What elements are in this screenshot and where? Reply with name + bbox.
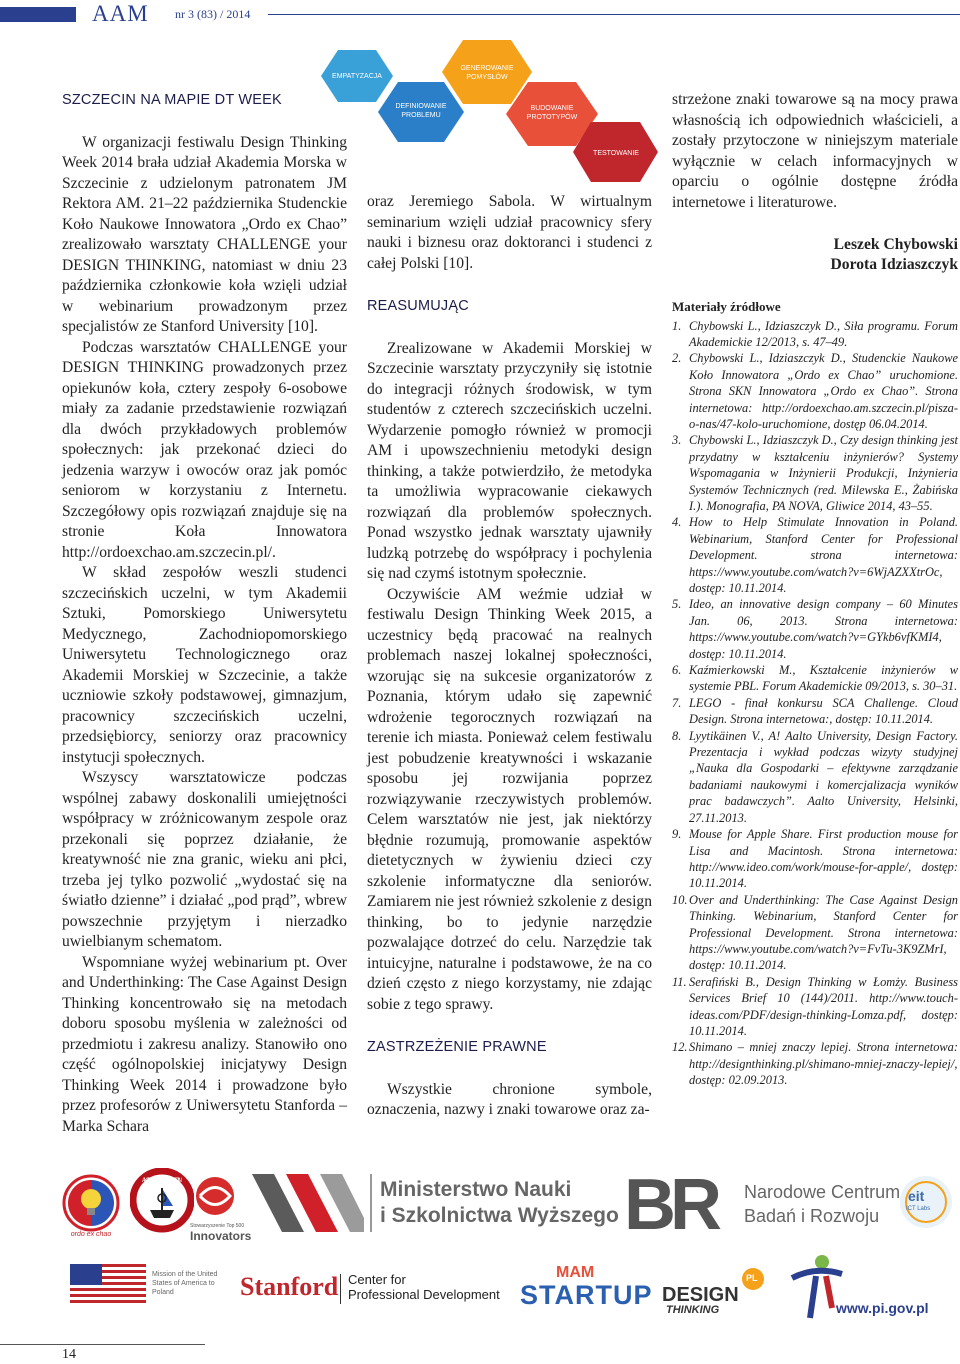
eit-logo [898,1174,954,1230]
reference-text: Chybowski L., Idziaszczyk D., Czy design thinking jest przydatny w kształceniu inżynierów? Systemy Wspomagania w Inżynierii Produkcji, Inżynieria Systemów Technicznych (red. Milewska E., Żabińska I.). Monografia, PA NOVA, Gliwice 2014, 43–55. [689,433,958,513]
reference-number: 5. [672,597,682,612]
reference-item [672,662,958,695]
references-list [672,318,958,1089]
reference-text: Mouse for Apple Share. First production mouse for Lisa and Macintosh. Strona internetowa: http://www.ideo.com/work/mouse-for-apple/, dostęp: 10.11.2014. [689,827,958,891]
paragraph: W organizacji festiwalu Design Thinking Week 2014 brała udział Akademia Morska w Szczecinie z udzielonym patronatem JM Rektora AM. 21–22 października Studenckie Koło Naukowe Innowatora „Ordo ex Chao” zrealizowało warsztaty CHALLENGE your DESIGN THINKING, natomiast w dniu 23 października członkowie koła wzięli udział w webinarium prowadzonym przez specjalistów ze Stanford University [10]. [62,133,347,335]
partner-logos [0,1160,960,1340]
scpd-line2: Professional Development [348,1287,500,1302]
eit-name: eit [908,1188,925,1204]
reference-text: Serafiński B., Design Thinking w Łomży. Business Services Brief 10 (144)/2011. http://www.touch-ideas.com/PDF/design-thinking-Lomza.pdf, dostęp: 10.11.2014. [689,974,958,1038]
paragraph: Podczas warsztatów CHALLENGE your DESIGN THINKING prowadzonych przez opiekunów koła, cztery zespoły 6-osobowe miały za zadanie przedstawienie rozwiązań dla dwóch przykładowych problemów społecznych: jak przekonać dzieci do jedzenia warzyw i owoców oraz jak pomóc seniorom w korzystaniu z Internetu. Szczegółowy opis rozwiązań znajduje się na stronie Koła Innowatora http://ordoexchao.am.szczecin.pl/. [62,338,347,561]
us-mission-logo [70,1264,230,1308]
paragraph: Oczywiście AM weźmie udział w festiwalu Design Thinking Week 2015, a uczestnicy będą pracować na realnych problemach naszej lokalnej społeczności, wzorując się na sukcesie organizatorów z Poznania, którym udało się zapewnić wdrożenie tegorocznych rozwiązań na terenie ich miasta. Ponieważ celem festiwalu jest pobudzenie kreatywności i wskazanie sposobu jej rozwijania poprzez rozwiązywanie rzeczywistych problemów. Celem warsztatów nie jest, jak niektórzy błędnie rozumują, promowanie aspektów dietetycznych w żywieniu dzieci czy szkolenie informatyczne dla seniorów. Zamiarem nie jest również szkolenie z design thinking, bo to jedynie narzędzie pozwalające dotrzeć do celu. Narzędzie tak intuicyjne, naturalne i podstawowe, że na co dzień często z niego korzystamy, nie zdając sobie z tego sprawy. [367,585,652,1013]
pl-text: PL [746,1273,758,1283]
reference-item [672,514,958,596]
reference-item [672,350,958,432]
reference-text: Lyytikäinen V., A! Aalto University, Design Factory. Prezentacja i wykład podczas wizyty studyjnej „Nauka dla Gospodarki – efektywne zarządzanie badaniami naukowymi i komercjalizacja wyników prac badawczych”. Aalto University, Helsinki, 27.11.2013. [689,728,958,825]
reference-text: Ideo, an innovative design company – 60 Minutes Jan. 06, 2013. Strona internetowa: https://www.youtube.com/watch?v=GYkb6vfKMI4, dostęp: 10.11.2014. [689,597,958,661]
footer-rule [0,1344,205,1345]
page-number: 14 [62,1347,76,1362]
reference-text: Chybowski L., Idziaszczyk D., Siła programu. Forum Akademickie 12/2013, s. 47–49. [689,318,958,349]
innovators-name: Innovators [190,1229,252,1243]
header-rule [268,14,960,15]
reference-item [672,596,958,662]
ministry-logo [252,1174,619,1234]
ncbr-line1: Narodowe Centrum [744,1182,901,1202]
reference-item [672,826,958,892]
stage-label: TESTOWANIE [593,150,639,157]
stage-hexagon-ideate [442,40,532,104]
section-title: ZASTRZEŻENIE PRAWNE [367,1039,547,1055]
pi-url: www.pi.gov.pl [836,1300,929,1316]
reference-number: 12. [672,1040,688,1055]
section-title: SZCZECIN NA MAPIE DT WEEK [62,92,282,108]
stage-hexagon-define [378,82,464,142]
us-mission-text: Mission of the United States of America to Poland [152,1271,218,1296]
reference-text: How to Help Stimulate Innovation in Poland. Webinarium, Stanford Center for Professional Development. strona internetowa: https://www.youtube.com/watch?v=6WjAZXXtrOc, dostęp: 10.11.2014. [689,515,958,595]
reference-number: 9. [672,827,682,842]
reference-number: 8. [672,728,682,743]
startup-text: STARTUP [520,1280,653,1310]
ministry-line1: Ministerstwo Nauki [380,1178,572,1201]
article-column-1 [62,90,347,1137]
design-thinking-diagram [318,38,658,198]
reference-text: Shimano – mniej znaczy lepiej. Strona internetowa: http://designthinking.pl/shimano-mniej-znaczy-lepiej/, dostęp: 02.09.2013. [689,1040,958,1088]
reference-item [672,432,958,514]
paragraph: Wszyscy warsztatowicze podczas wspólnej zabawy doskonalili umiejętności współpracy w zróżnicowanym zespole oraz przekonali się poprzez działanie, że kreatywność nie zna granic, wieku ani płci, trzeba jej tylko pozwolić „wydostać się na światło dzienne” i działać „pod prąd”, wbrew powszechnie przyjętym i nierzadko uwielbianym schematom. [62,769,347,950]
paragraph: W skład zespołów weszli studenci szczecińskich uczelni, w tym Akademii Sztuki, Pomorskiego Uniwersytetu Medycznego, Zachodniopomorskiego Uniwersytetu Technologicznego oraz Akademii Morskiej w Szczecinie, a także uczniowie szkoły podstawowej, gimnazjum, pracownicy szczecińskich uczelni, przedsiębiorcy, seniorzy oraz pracownicy instytucji społecznych. [62,564,347,766]
reference-item [672,695,958,728]
stage-label: DEFINIOWANIE PROBLEMU [395,103,447,119]
design-text: DESIGN [662,1284,739,1306]
reference-number: 1. [672,318,682,333]
am-ring-text: AKADEMIA MORSKA SZCZECIN [142,1178,182,1184]
reference-item [672,892,958,974]
ministry-line2: i Szkolnictwa Wyższego [380,1204,619,1227]
paragraph: Zrealizowane w Akademii Morskiej w Szczecinie warsztaty przyczyniły się istotnie do integracji różnych środowisk, w tym studentów z czterech szczecińskich uczelni. Wydarzenie pomogło również w promocji AM i upowszechnieniu metodyki design thinking, a także potwierdziło, że metodyka ta umożliwia wypracowanie ciekawych rozwiązań dla problemów społecznych. Ponad wszystko jednak warsztaty ujawniły ludzką potrzebę do współpracy i pochylenia się nad czymś istotnym społecznie. [367,339,652,582]
reference-text: Over and Underthinking: The Case Against Design Thinking. Webinarium, Stanford Center for Professional Development. Strona internetowa: https://www.youtube.com/watch?v=FvTu-3K9ZMrI, dostęp: 10.11.2014. [689,892,958,973]
reference-text: Kaźmierkowski M., Kształcenie inżynierów w systemie PBL. Forum Akademickie 09/2013, s. 30–31. [689,663,958,694]
innovators-globe-icon [190,1174,240,1218]
stage-label: GENEROWANIE POMYSŁÓW [460,65,514,81]
journal-logo: AAM [92,1,149,26]
reference-number: 3. [672,433,682,448]
paragraph-continuation: strzeżone znaki towarowe są na mocy prawa własnością ich odpowiednich właścicieli, a zostały przytoczone w niniejszym materiale wyłącznie w celach informacyjnych w oparciu o ogólnie dostępne źródła internetowe i literaturowe. [672,91,958,211]
innovators-small: Stowarzyszenie Top 500 [190,1223,245,1229]
reference-text: LEGO - finał konkursu SCA Challenge. Cloud Design. Strona internetowa:, dostęp: 10.11.2014. [689,695,958,727]
paragraph: Wspomniane wyżej webinarium pt. Over and Underthinking: The Case Against Design Thinking koncentrowało się na metodach doboru sposobu myślenia w zależności od przedmiotu i zakresu analizy. Stanowiło ono część ogólnopolskiej inicjatywy Design Thinking Week 2014 i prowadzone było przez profesorów z Uniwersytetu Stanforda – Marka Schara [62,953,347,1135]
us-flag-icon [70,1264,146,1304]
ncbr-logo [622,1165,901,1245]
paragraph-continuation: oraz Jeremiego Sabola. W wirtualnym seminarium wzięli udział pracownicy sfery nauki i biznesu oraz doktoranci i studenci z całej Polski [10]. [367,193,652,272]
mam-text: MAM [556,1264,595,1281]
pi-gov-logo [786,1252,956,1322]
bulb-icon [62,1174,120,1232]
header-color-bar [0,7,76,22]
mam-startup-logo [520,1264,653,1316]
stage-label: BUDOWANIE PROTOTYPÓW [526,105,578,121]
reference-item [672,728,958,826]
author-name: Leszek Chybowski [833,236,958,253]
scpd-line1: Center for [348,1272,406,1287]
author-name: Dorota Idziaszczyk [830,256,958,273]
stanford-logo [240,1272,500,1312]
stage-hexagon-test [573,122,658,182]
akademia-morska-logo [130,1168,194,1234]
reference-number: 6. [672,663,682,678]
reference-item [672,974,958,1040]
design-thinking-pl-logo [660,1264,770,1320]
references-title: Materiały źródłowe [672,299,781,314]
stanford-name: Stanford [240,1272,339,1301]
article-column-3 [672,90,958,1089]
article-column-2 [367,192,652,1121]
innovators-logo [190,1174,252,1243]
ordo-motto: ordo ex chao [70,1231,112,1238]
reference-text: Chybowski L., Idziaszczyk D., Studenckie Naukowe Koło Innowatora „Ordo ex Chao” uruchomione. Strona SKN Innowatora „Ordo ex Chao”. Strona internetowa: http://ordoexchao.am.szczecin.pl/pisza-o-nas/47-kolo-uruchomione, dostęp 06.04.2014. [689,351,958,431]
reference-number: 10. [672,892,688,907]
ordo-ex-chao-logo [62,1174,120,1238]
eit-sub: ICT Labs [906,1206,931,1212]
ncbr-line2: Badań i Rozwoju [744,1206,880,1226]
paragraph: Wszystkie chronione symbole, oznaczenia, nazwy i znaki towarowe oraz za- [367,1080,652,1118]
reference-number: 2. [672,351,682,366]
reference-number: 7. [672,695,682,710]
ministry-emblem-icon [252,1174,364,1232]
reference-item [672,318,958,351]
reference-number: 11. [672,974,687,989]
stage-label: EMPATYZACJA [332,73,382,80]
reference-item [672,1039,958,1088]
issue-number: nr 3 (83) / 2014 [175,7,251,21]
section-title: REASUMUJĄC [367,298,469,314]
reference-number: 4. [672,515,682,530]
thinking-text: THINKING [666,1304,720,1316]
br-mark: BR [624,1165,716,1245]
